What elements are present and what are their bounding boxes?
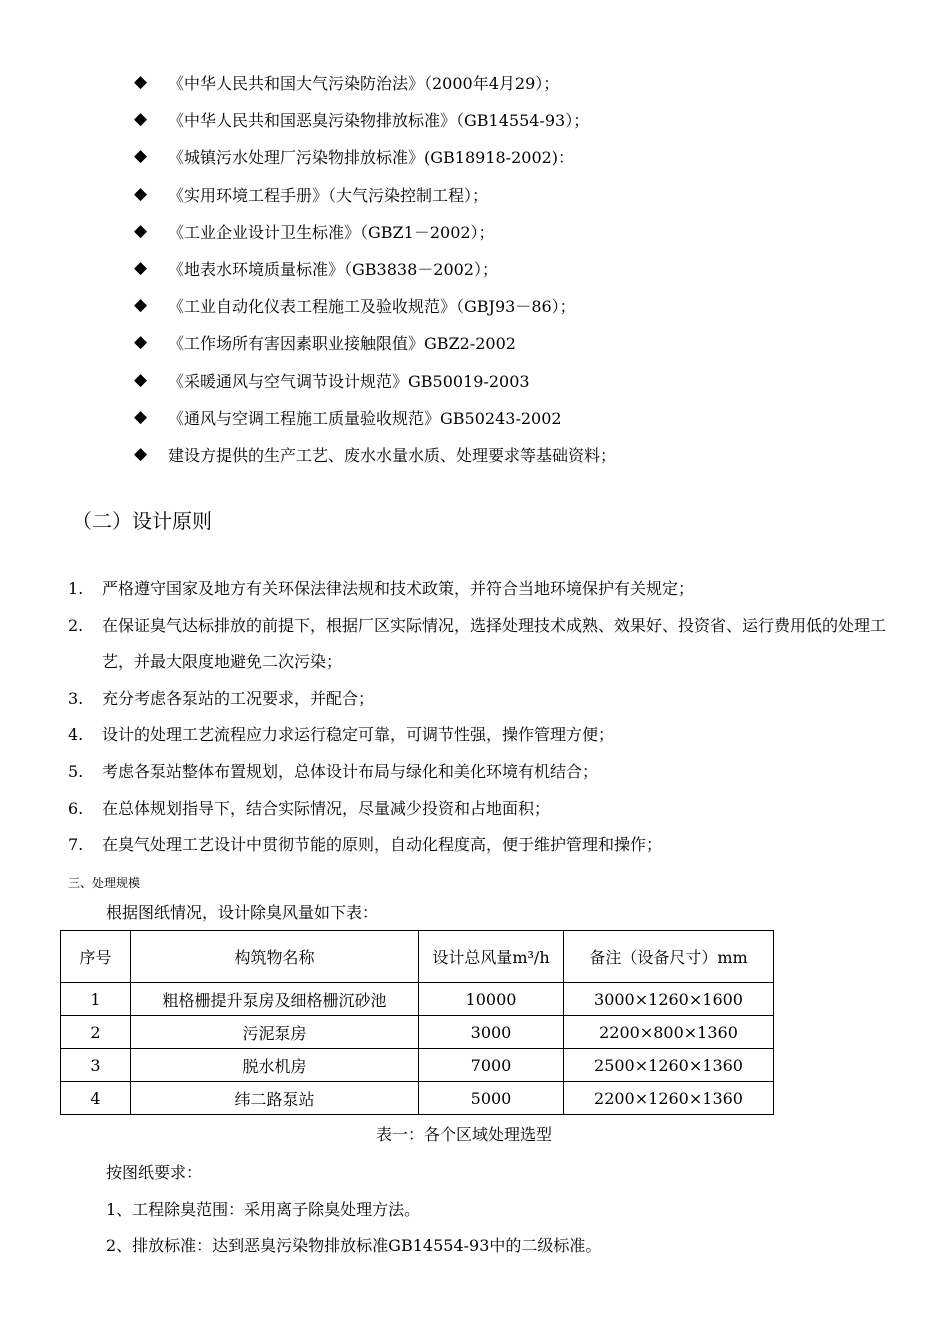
item-text: 充分考虑各泵站的工况要求，并配合； [102, 688, 375, 708]
item-text: 设计的处理工艺流程应力求运行稳定可靠，可调节性强，操作管理方便； [102, 725, 615, 745]
reference-text: 《中华人民共和国大气污染防治法》（2000年4月29）； [168, 74, 560, 94]
requirement-line: 按图纸要求： [106, 1163, 203, 1182]
table-cell: 3000×1260×1600 [564, 983, 774, 1016]
list-item [134, 399, 894, 436]
item-number: 1. [68, 579, 84, 598]
list-item [68, 571, 888, 608]
column-header: 构筑物名称 [131, 931, 419, 983]
list-item [134, 64, 894, 101]
list-item [68, 754, 888, 791]
item-text: 在臭气处理工艺设计中贯彻节能的原则，自动化程度高，便于维护管理和操作； [102, 835, 663, 855]
column-header: 设计总风量m³/h [419, 931, 564, 983]
list-item [134, 213, 894, 250]
table-cell: 纬二路泵站 [131, 1082, 419, 1115]
airflow-table [60, 930, 774, 1115]
list-item [68, 608, 888, 681]
item-text: 考虑各泵站整体布置规划，总体设计布局与绿化和美化环境有机结合； [102, 761, 599, 781]
table-cell: 2200×800×1360 [564, 1016, 774, 1049]
design-principles-list [68, 571, 888, 864]
reference-text: 《采暖通风与空气调节设计规范》GB50019-2003 [168, 371, 530, 391]
list-item [68, 827, 888, 864]
table-cell: 7000 [419, 1049, 564, 1082]
requirement-line: 2、排放标准：达到恶臭污染物排放标准GB14554-93中的二级标准。 [106, 1236, 602, 1255]
item-number: 6. [68, 798, 84, 818]
table-row [61, 1082, 774, 1115]
reference-text: 《城镇污水处理厂污染物排放标准》(GB18918-2002)： [168, 148, 575, 168]
requirements-block [106, 1155, 601, 1265]
item-number: 3. [68, 688, 84, 708]
table-cell: 4 [61, 1082, 131, 1115]
list-item [134, 324, 894, 361]
scale-heading: 三、处理规模 [68, 876, 141, 890]
list-item [68, 791, 888, 828]
diamond-bullet-icon: ◆ [134, 332, 148, 353]
list-item [68, 681, 888, 718]
item-text: 在保证臭气达标排放的前提下，根据厂区实际情况，选择处理技术成熟、效果好、投资省、运行费用低的处理工艺，并最大限度地避免二次污染； [102, 615, 887, 672]
diamond-bullet-icon: ◆ [134, 295, 148, 316]
requirement-line: 1、工程除臭范围：采用离子除臭处理方法。 [106, 1199, 421, 1219]
table-caption: 表一：各个区域处理选型 [376, 1125, 553, 1144]
item-text: 在总体规划指导下，结合实际情况，尽量减少投资和占地面积； [102, 798, 551, 818]
table-cell: 5000 [419, 1082, 564, 1115]
diamond-bullet-icon: ◆ [134, 109, 148, 130]
table-cell: 10000 [419, 983, 564, 1016]
item-number: 4. [68, 725, 84, 745]
table-row [61, 1049, 774, 1082]
item-number: 7. [68, 835, 84, 855]
table-row [61, 1016, 774, 1049]
table-header-row [61, 931, 774, 983]
list-item [134, 176, 894, 213]
reference-text: 《工作场所有害因素职业接触限值》GBZ2-2002 [168, 334, 516, 354]
list-item [134, 138, 894, 175]
table-cell: 3 [61, 1049, 131, 1082]
item-number: 2. [68, 615, 84, 635]
list-item [134, 436, 894, 473]
table-cell: 1 [61, 983, 131, 1016]
diamond-bullet-icon: ◆ [134, 72, 148, 93]
reference-text: 《工业自动化仪表工程施工及验收规范》（GBJ93－86）； [168, 297, 576, 317]
list-item [134, 101, 894, 138]
section-title: （二）设计原则 [72, 509, 212, 533]
scale-intro: 根据图纸情况，设计除臭风量如下表： [106, 903, 379, 922]
table-cell: 3000 [419, 1016, 564, 1049]
diamond-bullet-icon: ◆ [134, 369, 148, 390]
reference-text: 建设方提供的生产工艺、废水水量水质、处理要求等基础资料； [168, 445, 617, 465]
column-header: 备注（设备尺寸）mm [564, 931, 774, 983]
item-number: 5. [68, 761, 84, 781]
table-cell: 脱水机房 [131, 1049, 419, 1082]
table-cell: 2 [61, 1016, 131, 1049]
diamond-bullet-icon: ◆ [134, 406, 148, 427]
list-item [134, 250, 894, 287]
column-header: 序号 [61, 931, 131, 983]
table-row [61, 983, 774, 1016]
reference-text: 《中华人民共和国恶臭污染物排放标准》（GB14554-93）； [168, 111, 590, 131]
reference-list [134, 64, 894, 473]
diamond-bullet-icon: ◆ [134, 183, 148, 204]
list-item [68, 717, 888, 754]
diamond-bullet-icon: ◆ [134, 258, 148, 279]
item-text: 严格遵守国家及地方有关环保法律法规和技术政策，并符合当地环境保护有关规定； [102, 579, 695, 598]
diamond-bullet-icon: ◆ [134, 220, 148, 241]
table-cell: 粗格栅提升泵房及细格栅沉砂池 [131, 983, 419, 1016]
table-cell: 2500×1260×1360 [564, 1049, 774, 1082]
list-item [134, 362, 894, 399]
table-cell: 污泥泵房 [131, 1016, 419, 1049]
reference-text: 《地表水环境质量标准》（GB3838－2002）； [168, 260, 498, 280]
diamond-bullet-icon: ◆ [134, 146, 148, 167]
table-cell: 2200×1260×1360 [564, 1082, 774, 1115]
reference-text: 《通风与空调工程施工质量验收规范》GB50243-2002 [168, 408, 562, 428]
reference-text: 《工业企业设计卫生标准》（GBZ1－2002）； [168, 222, 495, 242]
list-item [134, 287, 894, 324]
diamond-bullet-icon: ◆ [134, 443, 148, 464]
reference-text: 《实用环境工程手册》（大气污染控制工程）； [168, 185, 489, 205]
